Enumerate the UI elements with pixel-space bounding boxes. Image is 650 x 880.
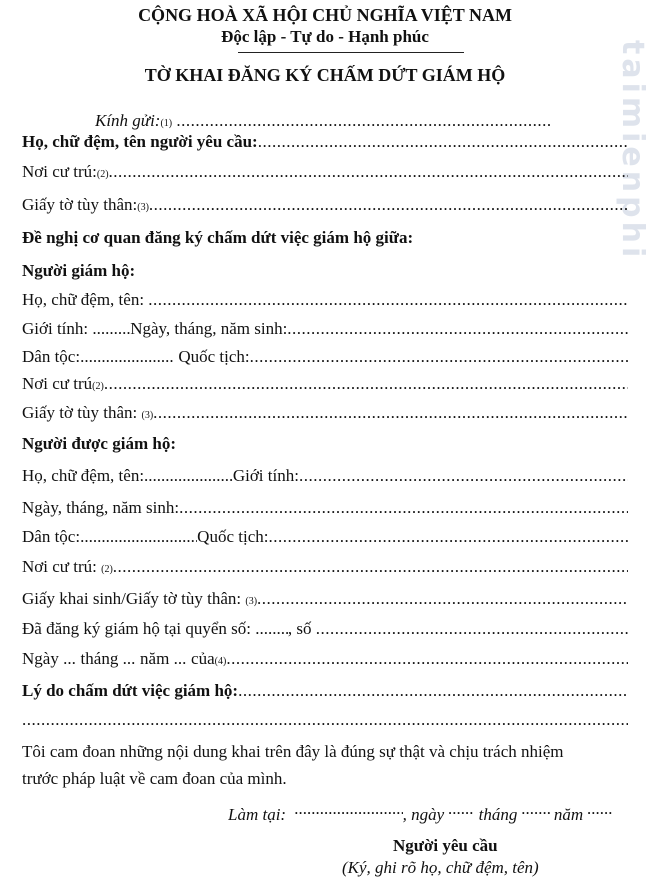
guardian-id-row: Giấy tờ tùy thân: (3) ..... [22, 402, 628, 424]
ward-registration-label: Đã đăng ký giám hộ tại quyển số: [22, 619, 251, 638]
reason-field-2[interactable] [22, 709, 628, 731]
ward-date-row: Ngày ..... tháng ..... năm ..... của (4) ..... [22, 648, 628, 670]
ward-month-field[interactable] [123, 648, 136, 670]
guardian-gender-row [22, 318, 628, 340]
reason-row-2 [22, 709, 628, 731]
requester-residence-field[interactable] [109, 161, 628, 183]
ward-dob-label: Ngày, tháng, năm sinh: [22, 498, 180, 517]
guardian-dob-label: Ngày, tháng, năm sinh: [130, 319, 288, 338]
ward-registration-row: Đã đăng ký giám hộ tại quyển số: ..... , số ..... [22, 618, 628, 640]
national-title: CỘNG HOÀ XÃ HỘI CHỦ NGHĨA VIỆT NAM [138, 5, 512, 25]
ward-gender-label: Giới tính: [232, 466, 299, 485]
ward-ethnicity-label: Dân tộc: [22, 527, 81, 546]
motto-underline [238, 52, 464, 53]
ward-name-field[interactable] [144, 465, 233, 487]
requester-residence-row: Nơi cư trú: (2) ..... [22, 161, 628, 183]
date-year-label: năm [553, 805, 584, 824]
place-label: Làm tại: [228, 805, 287, 824]
guardian-id-field[interactable] [153, 402, 628, 424]
signer-title: Người yêu cầu [393, 836, 498, 855]
place-field[interactable] [295, 798, 403, 820]
date-month-label: tháng [478, 805, 518, 824]
reason-label: Lý do chấm dứt việc giám hộ: [22, 681, 239, 700]
guardian-nationality-label: Quốc tịch: [178, 347, 250, 366]
reason-field[interactable] [238, 680, 628, 702]
ward-book-field[interactable] [255, 618, 288, 640]
requester-id-label: Giấy tờ tùy thân: [22, 195, 138, 214]
ward-birthcert-row: Giấy khai sinh/Giấy tờ tùy thân: (3) ..... [22, 588, 628, 610]
ward-name-row [22, 465, 628, 487]
ward-residence-label: Nơi cư trú: [22, 557, 97, 576]
ward-dob-row [22, 497, 628, 519]
date-year-field[interactable] [587, 798, 613, 820]
ward-birthcert-field[interactable] [257, 588, 628, 610]
ward-year-field[interactable] [174, 648, 187, 670]
date-day-label: ngày [411, 805, 445, 824]
guardian-id-label: Giấy tờ tùy thân: [22, 403, 138, 422]
ward-number-field[interactable] [316, 618, 628, 640]
ward-gender-field[interactable] [299, 465, 628, 487]
requester-id-field[interactable] [149, 194, 628, 216]
requester-name-label: Họ, chữ đệm, tên người yêu cầu: [22, 132, 258, 151]
guardian-heading: Người giám hộ: [22, 261, 136, 280]
guardian-nationality-field[interactable] [250, 346, 628, 368]
guardian-name-label: Họ, chữ đệm, tên: [22, 290, 145, 309]
ward-residence-field[interactable] [113, 556, 628, 578]
guardian-name-row [22, 289, 628, 311]
ward-dob-field[interactable] [179, 497, 628, 519]
ward-residence-row: Nơi cư trú: (2) ..... [22, 556, 628, 578]
reason-row [22, 680, 628, 702]
greeting-label: Kính gửi: [95, 111, 161, 130]
ward-name-label: Họ, chữ đệm, tên: [22, 466, 145, 485]
pledge-line-2: trước pháp luật về cam đoan của mình. [22, 769, 287, 788]
ward-day-label: Ngày [22, 649, 59, 668]
requester-id-row: Giấy tờ tùy thân: (3) ..... [22, 194, 628, 216]
guardian-residence-label: Nơi cư trú [22, 374, 93, 393]
ward-of-label: của [191, 649, 215, 668]
ward-of-field[interactable] [226, 648, 628, 670]
requester-name-row [22, 131, 628, 153]
ward-day-field[interactable] [63, 648, 76, 670]
guardian-ethnicity-label: Dân tộc: [22, 347, 81, 366]
ward-number-label: số [296, 619, 312, 638]
ward-month-label: tháng [80, 649, 119, 668]
guardian-gender-field[interactable] [92, 318, 130, 340]
ward-nationality-field[interactable] [268, 526, 628, 548]
ward-birthcert-label: Giấy khai sinh/Giấy tờ tùy thân: [22, 589, 242, 608]
greeting-field[interactable] [176, 110, 550, 132]
date-day-field[interactable] [448, 798, 474, 820]
requester-residence-label: Nơi cư trú: [22, 162, 97, 181]
place-date-row: Làm tại: ..... , ngày ..... tháng ..... năm ..... [228, 798, 628, 826]
guardian-dob-field[interactable] [287, 318, 628, 340]
ward-nationality-label: Quốc tịch: [197, 527, 269, 546]
guardian-ethnicity-row [22, 346, 628, 368]
guardian-gender-label: Giới tính: [22, 319, 89, 338]
watermark: taimienphi [615, 40, 650, 262]
guardian-residence-field[interactable] [104, 373, 628, 395]
guardian-residence-row: Nơi cư trú (2) ..... [22, 373, 628, 395]
date-month-field[interactable] [522, 798, 550, 820]
guardian-ethnicity-field[interactable] [80, 346, 174, 368]
ward-ethnicity-field[interactable] [80, 526, 197, 548]
signer-note: (Ký, ghi rõ họ, chữ đệm, tên) [342, 858, 539, 877]
pledge-line-1: Tôi cam đoan những nội dung khai trên đây là đúng sự thật và chịu trách nhiệm [22, 742, 564, 761]
requester-name-field[interactable] [258, 131, 628, 153]
form-title: TỜ KHAI ĐĂNG KÝ CHẤM DỨT GIÁM HỘ [144, 65, 506, 85]
greeting-row: Kính gửi: (1) ..... [95, 110, 550, 132]
ward-heading: Người được giám hộ: [22, 434, 176, 453]
request-heading: Đề nghị cơ quan đăng ký chấm dứt việc giám hộ giữa: [22, 228, 414, 247]
ward-year-label: năm [140, 649, 170, 668]
guardian-name-field[interactable] [148, 289, 628, 311]
motto: Độc lập - Tự do - Hạnh phúc [221, 27, 429, 46]
ward-ethnicity-row [22, 526, 628, 548]
